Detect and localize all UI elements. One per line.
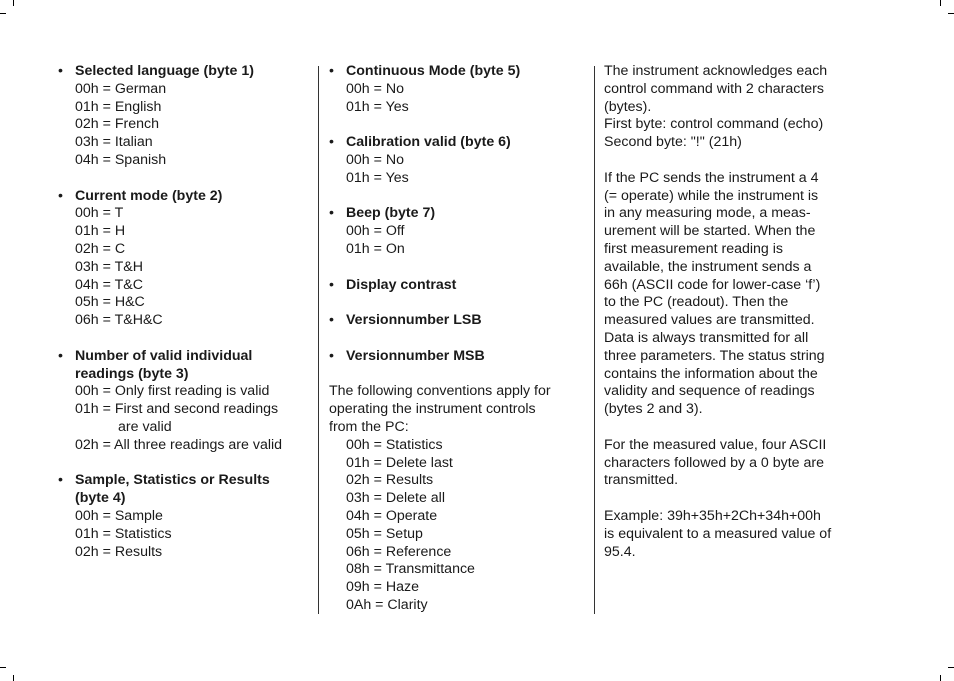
section-heading: Versionnumber LSB [346, 312, 482, 329]
value-line: 01h = English [75, 98, 162, 115]
value-line: 01h = Yes [346, 169, 409, 186]
column-2 [329, 63, 591, 615]
text-line: Data is always transmitted for all [604, 329, 809, 346]
value-line: 01h = Yes [346, 98, 409, 115]
section-version-msb [329, 348, 591, 366]
section-heading: Calibration valid (byte 6) [346, 134, 511, 151]
paragraph-acknowledge [604, 63, 854, 152]
bullet: • [329, 134, 334, 151]
text-line: 95.4. [604, 543, 636, 560]
text-line: (= operate) while the instrument is [604, 187, 819, 204]
convention-item: 03h = Delete all [346, 490, 445, 507]
convention-item: 06h = Reference [346, 543, 452, 560]
column-divider [318, 66, 319, 614]
section-heading: (byte 4) [75, 490, 126, 507]
value-line: 02h = All three readings are valid [75, 436, 283, 453]
section-heading: readings (byte 3) [75, 365, 189, 382]
section-version-lsb [329, 312, 591, 330]
value-line: 03h = Italian [75, 134, 153, 151]
text-line: measured values are transmitted. [604, 312, 815, 329]
text-line: (bytes 2 and 3). [604, 401, 703, 418]
section-continuous-mode [329, 63, 591, 116]
section-heading: Selected language (byte 1) [75, 63, 254, 79]
bullet: • [58, 347, 63, 364]
text-line: (bytes). [604, 98, 652, 115]
text-line: The following conventions apply for [329, 383, 551, 400]
text-line: For the measured value, four ASCII [604, 436, 827, 453]
bullet: • [329, 347, 334, 364]
section-beep [329, 205, 591, 258]
bullet: • [58, 187, 63, 204]
crop-mark [13, 675, 14, 681]
text-line: control command with 2 characters [604, 80, 824, 97]
column-divider [594, 66, 595, 614]
text-line: characters followed by a 0 byte are [604, 454, 825, 471]
value-line: 01h = On [346, 240, 405, 257]
text-line: three parameters. The status string [604, 347, 825, 364]
text-line: validity and sequence of readings [604, 383, 815, 400]
bullet: • [329, 312, 334, 329]
section-heading: Continuous Mode (byte 5) [346, 63, 521, 79]
section-display-contrast [329, 277, 591, 295]
value-line: 06h = T&H&C [75, 312, 163, 329]
conventions-list [329, 437, 591, 615]
text-line: from the PC: [329, 418, 409, 435]
value-line: 00h = Sample [75, 507, 163, 524]
value-line: 00h = Only first reading is valid [75, 383, 270, 400]
section-heading: Display contrast [346, 276, 457, 293]
value-line: 01h = Statistics [75, 525, 172, 542]
bullet: • [329, 205, 334, 222]
value-line: 01h = H [75, 223, 126, 240]
section-selected-language [58, 63, 310, 170]
section-heading: Number of valid individual [75, 347, 253, 364]
section-heading: Versionnumber MSB [346, 347, 485, 364]
conventions-intro [329, 383, 591, 436]
value-line: 00h = Off [346, 223, 405, 240]
text-line: Second byte: "!" (21h) [604, 134, 742, 151]
value-line: 02h = C [75, 240, 126, 257]
text-line: Example: 39h+35h+2Ch+34h+00h [604, 507, 821, 524]
value-line: 00h = No [346, 80, 404, 97]
value-line: 02h = Results [75, 543, 163, 560]
convention-item: 02h = Results [346, 472, 434, 489]
crop-mark [948, 13, 954, 14]
paragraph-measured-value [604, 437, 854, 490]
text-line: urement will be started. When the [604, 223, 816, 240]
section-heading: Beep (byte 7) [346, 205, 436, 222]
convention-item: 01h = Delete last [346, 454, 453, 471]
text-line: operating the instrument controls [329, 401, 536, 418]
bullet: • [58, 63, 63, 79]
text-line: in any measuring mode, a meas- [604, 205, 811, 222]
section-current-mode [58, 188, 310, 330]
crop-mark [940, 0, 941, 6]
text-line: transmitted. [604, 472, 679, 489]
paragraph-operate [604, 170, 854, 419]
text-line: to the PC (readout). Then the [604, 294, 789, 311]
convention-item: 04h = Operate [346, 507, 438, 524]
crop-mark [948, 667, 954, 668]
convention-item: 08h = Transmittance [346, 561, 475, 578]
bullet: • [329, 63, 334, 79]
crop-mark [0, 13, 6, 14]
text-line: If the PC sends the instrument a 4 [604, 169, 819, 186]
convention-item: 00h = Statistics [346, 436, 443, 453]
text-line: First byte: control command (echo) [604, 116, 824, 133]
value-continuation: are valid [118, 418, 172, 435]
value-line: 00h = T [75, 205, 124, 222]
value-line: 02h = French [75, 116, 159, 133]
section-sample-statistics [58, 472, 310, 561]
crop-mark [0, 667, 6, 668]
section-calibration-valid [329, 134, 591, 187]
text-line: 66h (ASCII code for lower-case ‘f’) [604, 276, 821, 293]
text-line: is equivalent to a measured value of [604, 525, 832, 542]
value-line: 01h = First and second readings [75, 401, 279, 418]
bullet: • [58, 472, 63, 489]
section-valid-readings [58, 348, 310, 455]
value-line: 00h = No [346, 151, 404, 168]
value-line: 00h = German [75, 80, 167, 97]
convention-item: 0Ah = Clarity [346, 596, 428, 613]
value-line: 05h = H&C [75, 294, 145, 311]
crop-mark [13, 0, 14, 6]
text-line: The instrument acknowledges each [604, 63, 828, 79]
convention-item: 05h = Setup [346, 525, 423, 542]
text-line: available, the instrument sends a [604, 258, 812, 275]
column-3 [604, 63, 854, 561]
bullet: • [329, 276, 334, 293]
value-line: 03h = T&H [75, 258, 143, 275]
text-line: first measurement reading is [604, 240, 783, 257]
section-heading: Current mode (byte 2) [75, 187, 223, 204]
crop-mark [940, 675, 941, 681]
section-heading: Sample, Statistics or Results [75, 472, 270, 489]
convention-item: 09h = Haze [346, 579, 419, 596]
text-line: contains the information about the [604, 365, 818, 382]
value-line: 04h = T&C [75, 276, 143, 293]
value-line: 04h = Spanish [75, 151, 167, 168]
paragraph-example [604, 508, 854, 561]
column-1 [58, 63, 310, 561]
